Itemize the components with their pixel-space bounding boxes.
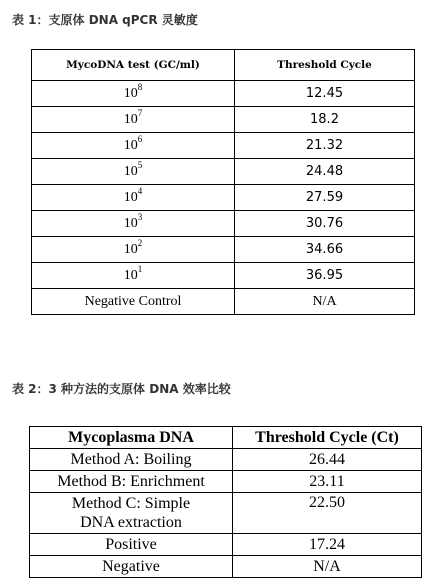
threshold-cell: 27.59 [235, 185, 415, 211]
table-row [32, 133, 415, 159]
concentration-base: 10 [123, 241, 138, 257]
concentration-cell [32, 133, 235, 159]
table1-header-threshold: Threshold Cycle [235, 50, 415, 81]
table-row [32, 107, 415, 133]
table-row [32, 185, 415, 211]
concentration-base: 10 [123, 267, 138, 283]
concentration-base: 10 [123, 215, 138, 231]
ct-value: 17.24 [233, 534, 422, 556]
table2-header-row [30, 427, 422, 449]
concentration-base: 10 [123, 163, 138, 179]
table1-header-mycodna: MycoDNA test (GC/ml) [32, 50, 235, 81]
threshold-cell: 30.76 [235, 211, 415, 237]
table-row [32, 81, 415, 107]
ct-value: 22.50 [233, 493, 422, 534]
concentration-cell [32, 185, 235, 211]
table-row [32, 289, 415, 315]
table-row [32, 211, 415, 237]
threshold-cell: 36.95 [235, 263, 415, 289]
sensitivity-table [31, 49, 415, 315]
method-comparison-table [29, 426, 422, 578]
table-row [30, 449, 422, 471]
table-row [30, 556, 422, 578]
concentration-cell [32, 263, 235, 289]
threshold-cell: 34.66 [235, 237, 415, 263]
method-label-line1: Method C: Simple [71, 495, 191, 512]
threshold-cell: 12.45 [235, 81, 415, 107]
method-label-line2: DNA extraction [80, 514, 182, 531]
concentration-base: 10 [123, 137, 138, 153]
table-row [32, 237, 415, 263]
threshold-cell: 21.32 [235, 133, 415, 159]
table-row [32, 263, 415, 289]
method-label [30, 493, 233, 534]
method-label: Method B: Enrichment [30, 471, 233, 493]
table-row [32, 159, 415, 185]
concentration-cell [32, 159, 235, 185]
concentration-cell [32, 107, 235, 133]
concentration-base: 10 [123, 111, 138, 127]
threshold-cell: 24.48 [235, 159, 415, 185]
table-row [30, 493, 422, 534]
table2-header-mycoplasma: Mycoplasma DNA [30, 427, 233, 449]
concentration-exponent: 5 [137, 159, 143, 170]
negative-control-value: N/A [235, 289, 415, 315]
concentration-cell [32, 81, 235, 107]
table1-caption: 表 1：支原体 DNA qPCR 灵敏度 [12, 13, 198, 27]
ct-value: N/A [233, 556, 422, 578]
concentration-exponent: 7 [137, 107, 143, 118]
ct-value: 26.44 [233, 449, 422, 471]
table2-caption: 表 2：3 种方法的支原体 DNA 效率比较 [12, 382, 231, 396]
method-label: Positive [30, 534, 233, 556]
ct-value: 23.11 [233, 471, 422, 493]
concentration-cell [32, 211, 235, 237]
negative-control-label: Negative Control [32, 289, 235, 315]
method-label: Method A: Boiling [30, 449, 233, 471]
concentration-cell [32, 237, 235, 263]
table2-header-threshold: Threshold Cycle (Ct) [233, 427, 422, 449]
concentration-exponent: 1 [137, 263, 143, 274]
method-label: Negative [30, 556, 233, 578]
concentration-exponent: 6 [137, 133, 143, 144]
threshold-cell: 18.2 [235, 107, 415, 133]
concentration-exponent: 3 [137, 211, 143, 222]
concentration-base: 10 [123, 189, 138, 205]
concentration-exponent: 8 [137, 81, 143, 92]
concentration-exponent: 4 [137, 185, 143, 196]
concentration-base: 10 [123, 85, 138, 101]
table1-header-row [32, 50, 415, 81]
table-row [30, 471, 422, 493]
table-row [30, 534, 422, 556]
concentration-exponent: 2 [137, 237, 143, 248]
